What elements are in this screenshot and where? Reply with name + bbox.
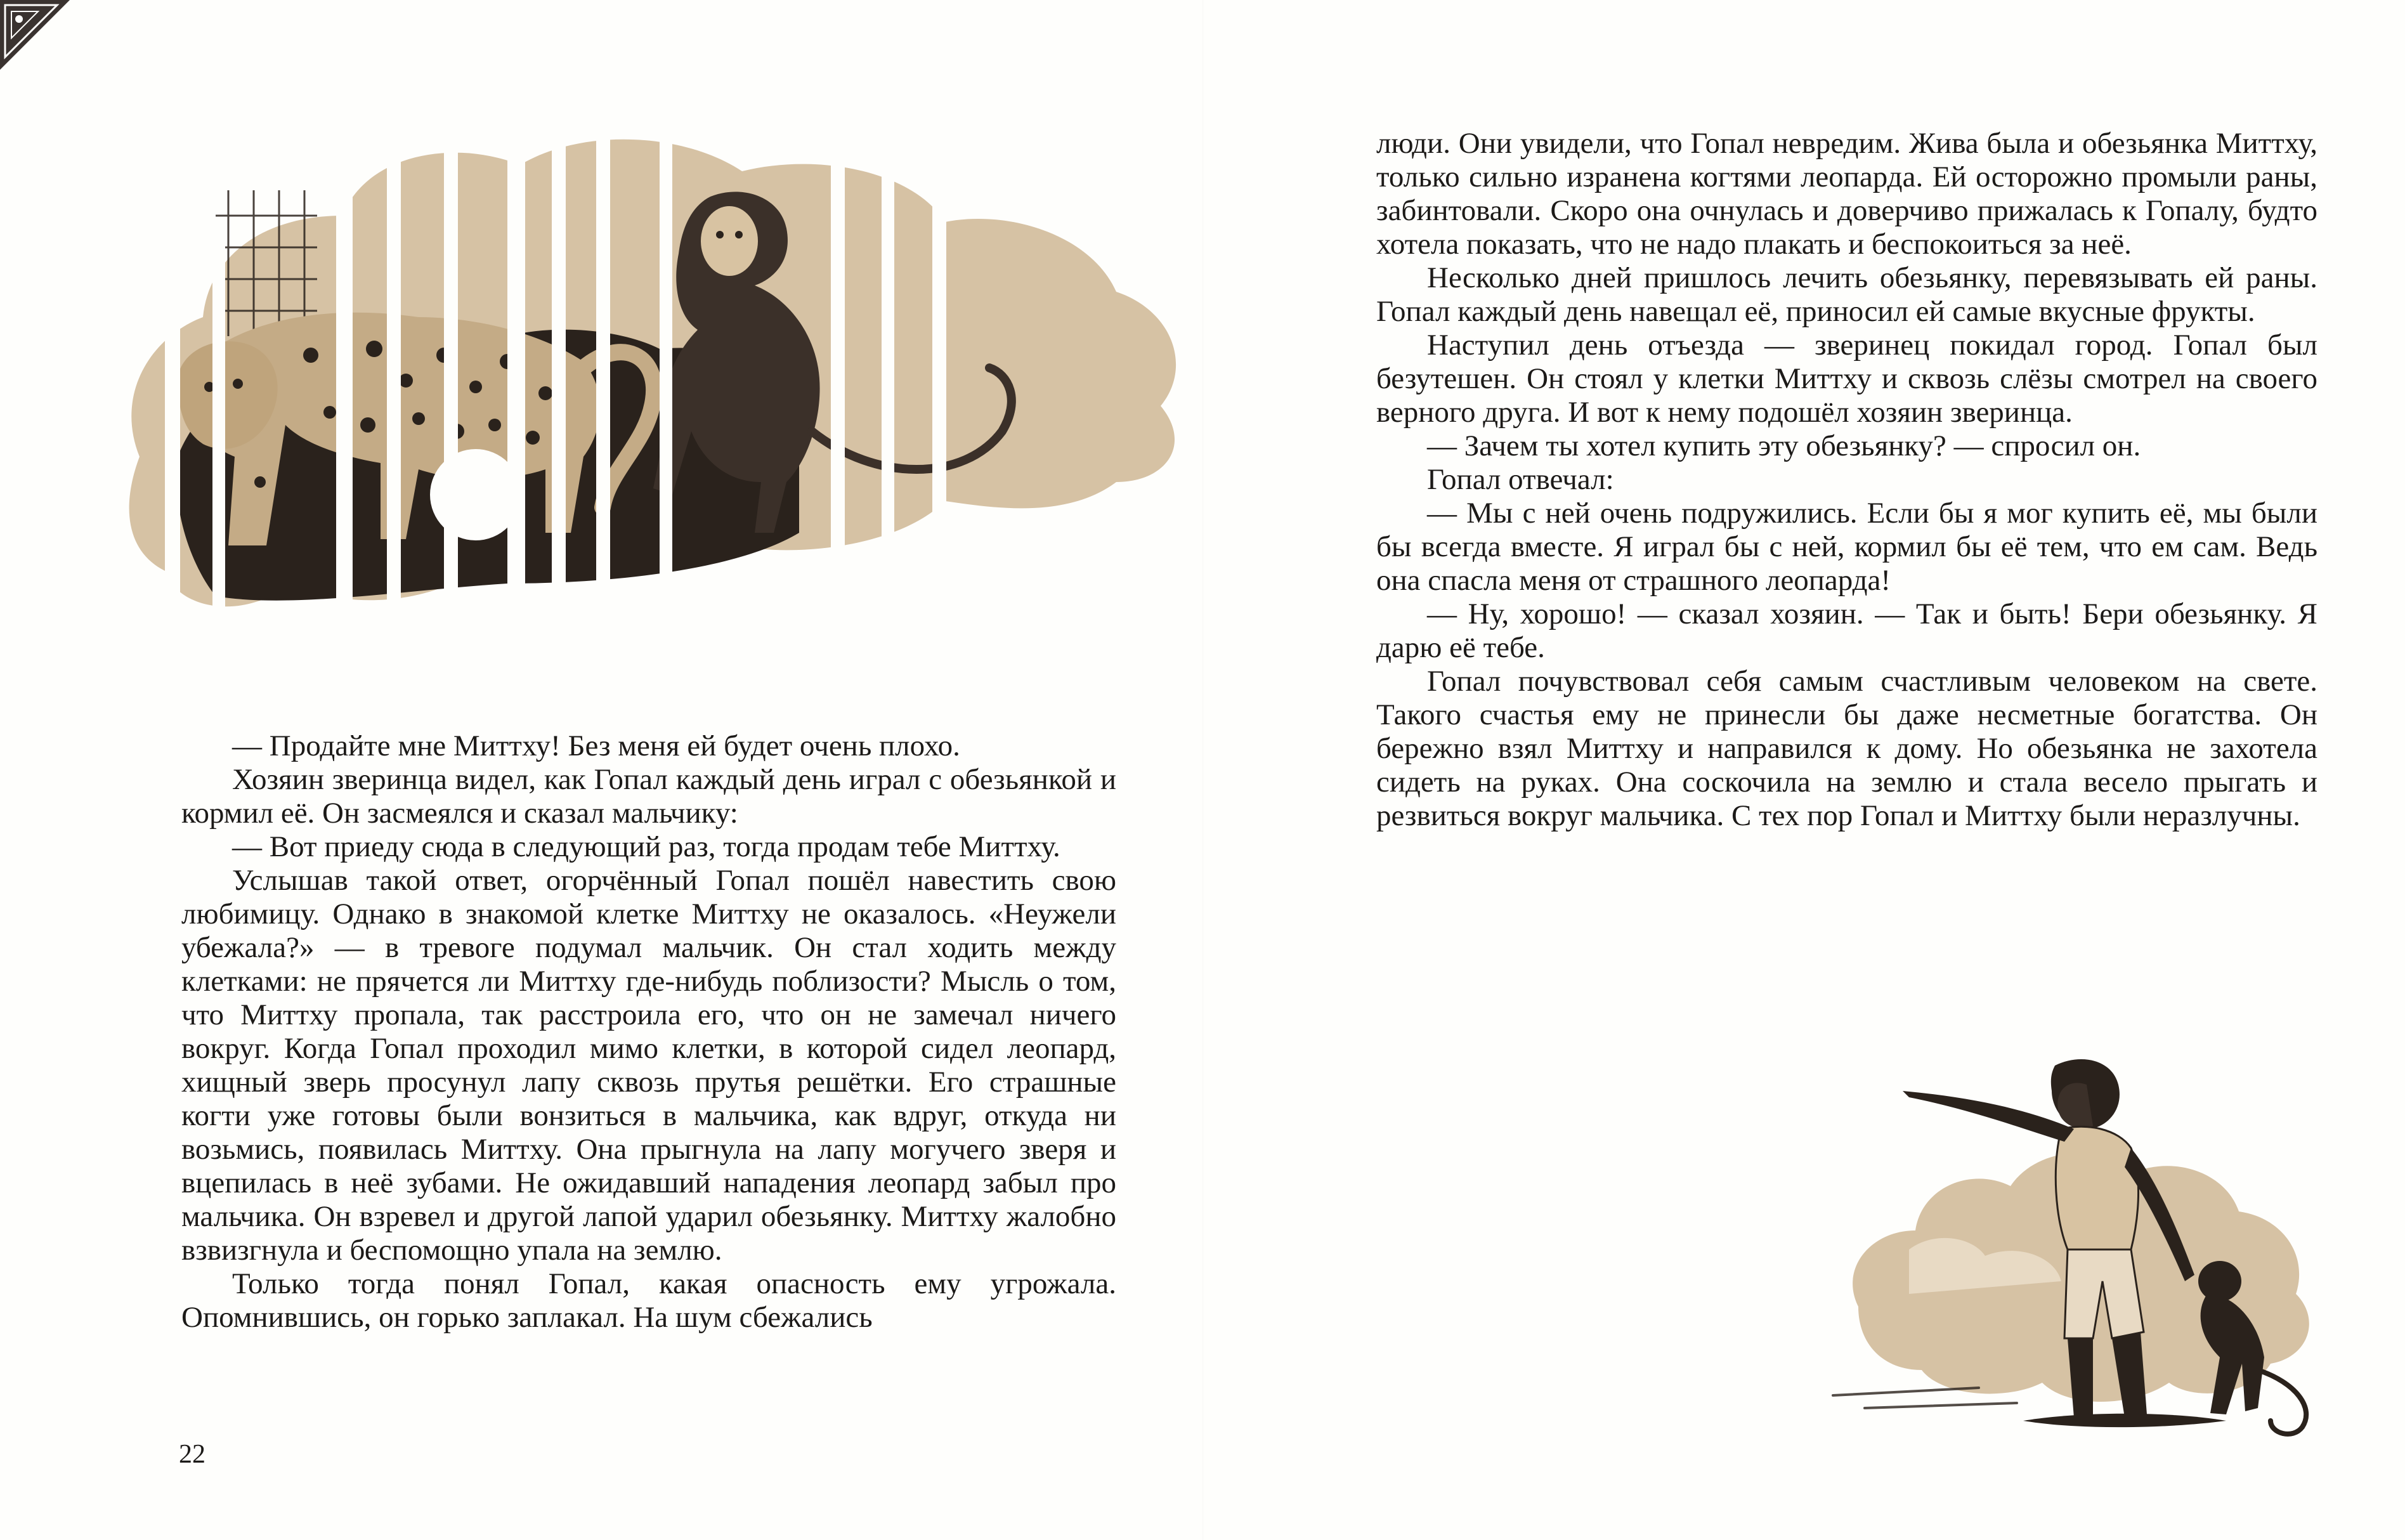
paragraph: Услышав такой ответ, огорчённый Гопал пошёл навестить свою любимицу. Однако в знакомой клетке Миттху не оказалось. «Неужели убежала?» — в тревоге подумал мальчик. Он стал ходить между клетками: не прячется ли Миттху где-нибудь поблизости? Мысль о том, что Миттху пропала, так расстроила его, что он не замечал ничего вокруг. Когда Гопал проходил мимо клетки, в которой сидел леопард, хищный зверь просунул лапу сквозь прутья решётки. Его страшные когти уже готовы были вонзиться в мальчика, как вдруг, откуда ни возьмись, появилась Миттху. Она прыгнула на лапу могучего зверя и вцепилась в неё зубами. Не ожидавший нападения леопард забыл про мальчика. Он взревел и другой лапой ударил обезьянку. Миттху жалобно взвизгнула и беспомощно упала на землю. (181, 864, 1116, 1267)
paragraph: Гопал отвечал: (1427, 463, 1614, 496)
page-number: 22 (179, 1440, 205, 1469)
paragraph: — Мы с ней очень подружились. Если бы я мог купить её, мы были бы всегда вместе. Я играл бы с ней, кормил бы её тем, что ем сам. Ведь она спасла меня от страшного леопарда! (1376, 497, 2317, 597)
boy-with-monkey-illustration (1814, 1040, 2359, 1484)
right-page-text (1376, 127, 2317, 833)
paragraph: Гопал почувствовал себя самым счастливым человеком на свете. Такого счастья ему не принесли бы даже несметные богатства. Он бережно взял Миттху и направился к дому. Но обезьянка не захотела сидеть на руках. Она соскочила на землю и стала весело прыгать и резвиться вокруг мальчика. С тех пор Гопал и Миттху были неразлучны. (1376, 665, 2317, 832)
paragraph: — Зачем ты хотел купить эту обезьянку? — спросил он. (1427, 429, 2141, 462)
leopard-monkey-cage-illustration (101, 127, 1192, 710)
paragraph: Только тогда понял Гопал, какая опасность ему угрожала. Опомнившись, он горько заплакал. На шум сбежались (181, 1267, 1116, 1334)
paragraph: — Продайте мне Миттху! Без меня ей будет очень плохо. (232, 729, 960, 762)
paragraph: Несколько дней пришлось лечить обезьянку, перевязывать ей раны. Гопал каждый день навещал её, приносил ей самые вкусные фрукты. (1376, 261, 2317, 328)
paragraph: Хозяин зверинца видел, как Гопал каждый день играл с обезьянкой и кормил её. Он засмеялся и сказал мальчику: (181, 763, 1116, 830)
paragraph: — Вот приеду сюда в следующий раз, тогда продам тебе Миттху. (232, 830, 1060, 863)
page-gutter (1202, 0, 1204, 1540)
paragraph: люди. Они увидели, что Гопал невредим. Жива была и обезьянка Миттху, только сильно изранена когтями леопарда. Ей осторожно промыли раны, забинтовали. Скоро она очнулась и доверчиво прижалась к Гопалу, будто хотела показать, что не надо плакать и беспокоиться за неё. (1376, 127, 2317, 261)
corner-ornament-icon (0, 0, 76, 76)
paragraph: — Ну, хорошо! — сказал хозяин. — Так и быть! Бери обезьянку. Я дарю её тебе. (1376, 597, 2317, 664)
paragraph: Наступил день отъезда — зверинец покидал город. Гопал был безутешен. Он стоял у клетки Миттху и сквозь слёзы смотрел на своего верного друга. И вот к нему подошёл хозяин зверинца. (1376, 329, 2317, 429)
left-page-text (181, 729, 1116, 1334)
